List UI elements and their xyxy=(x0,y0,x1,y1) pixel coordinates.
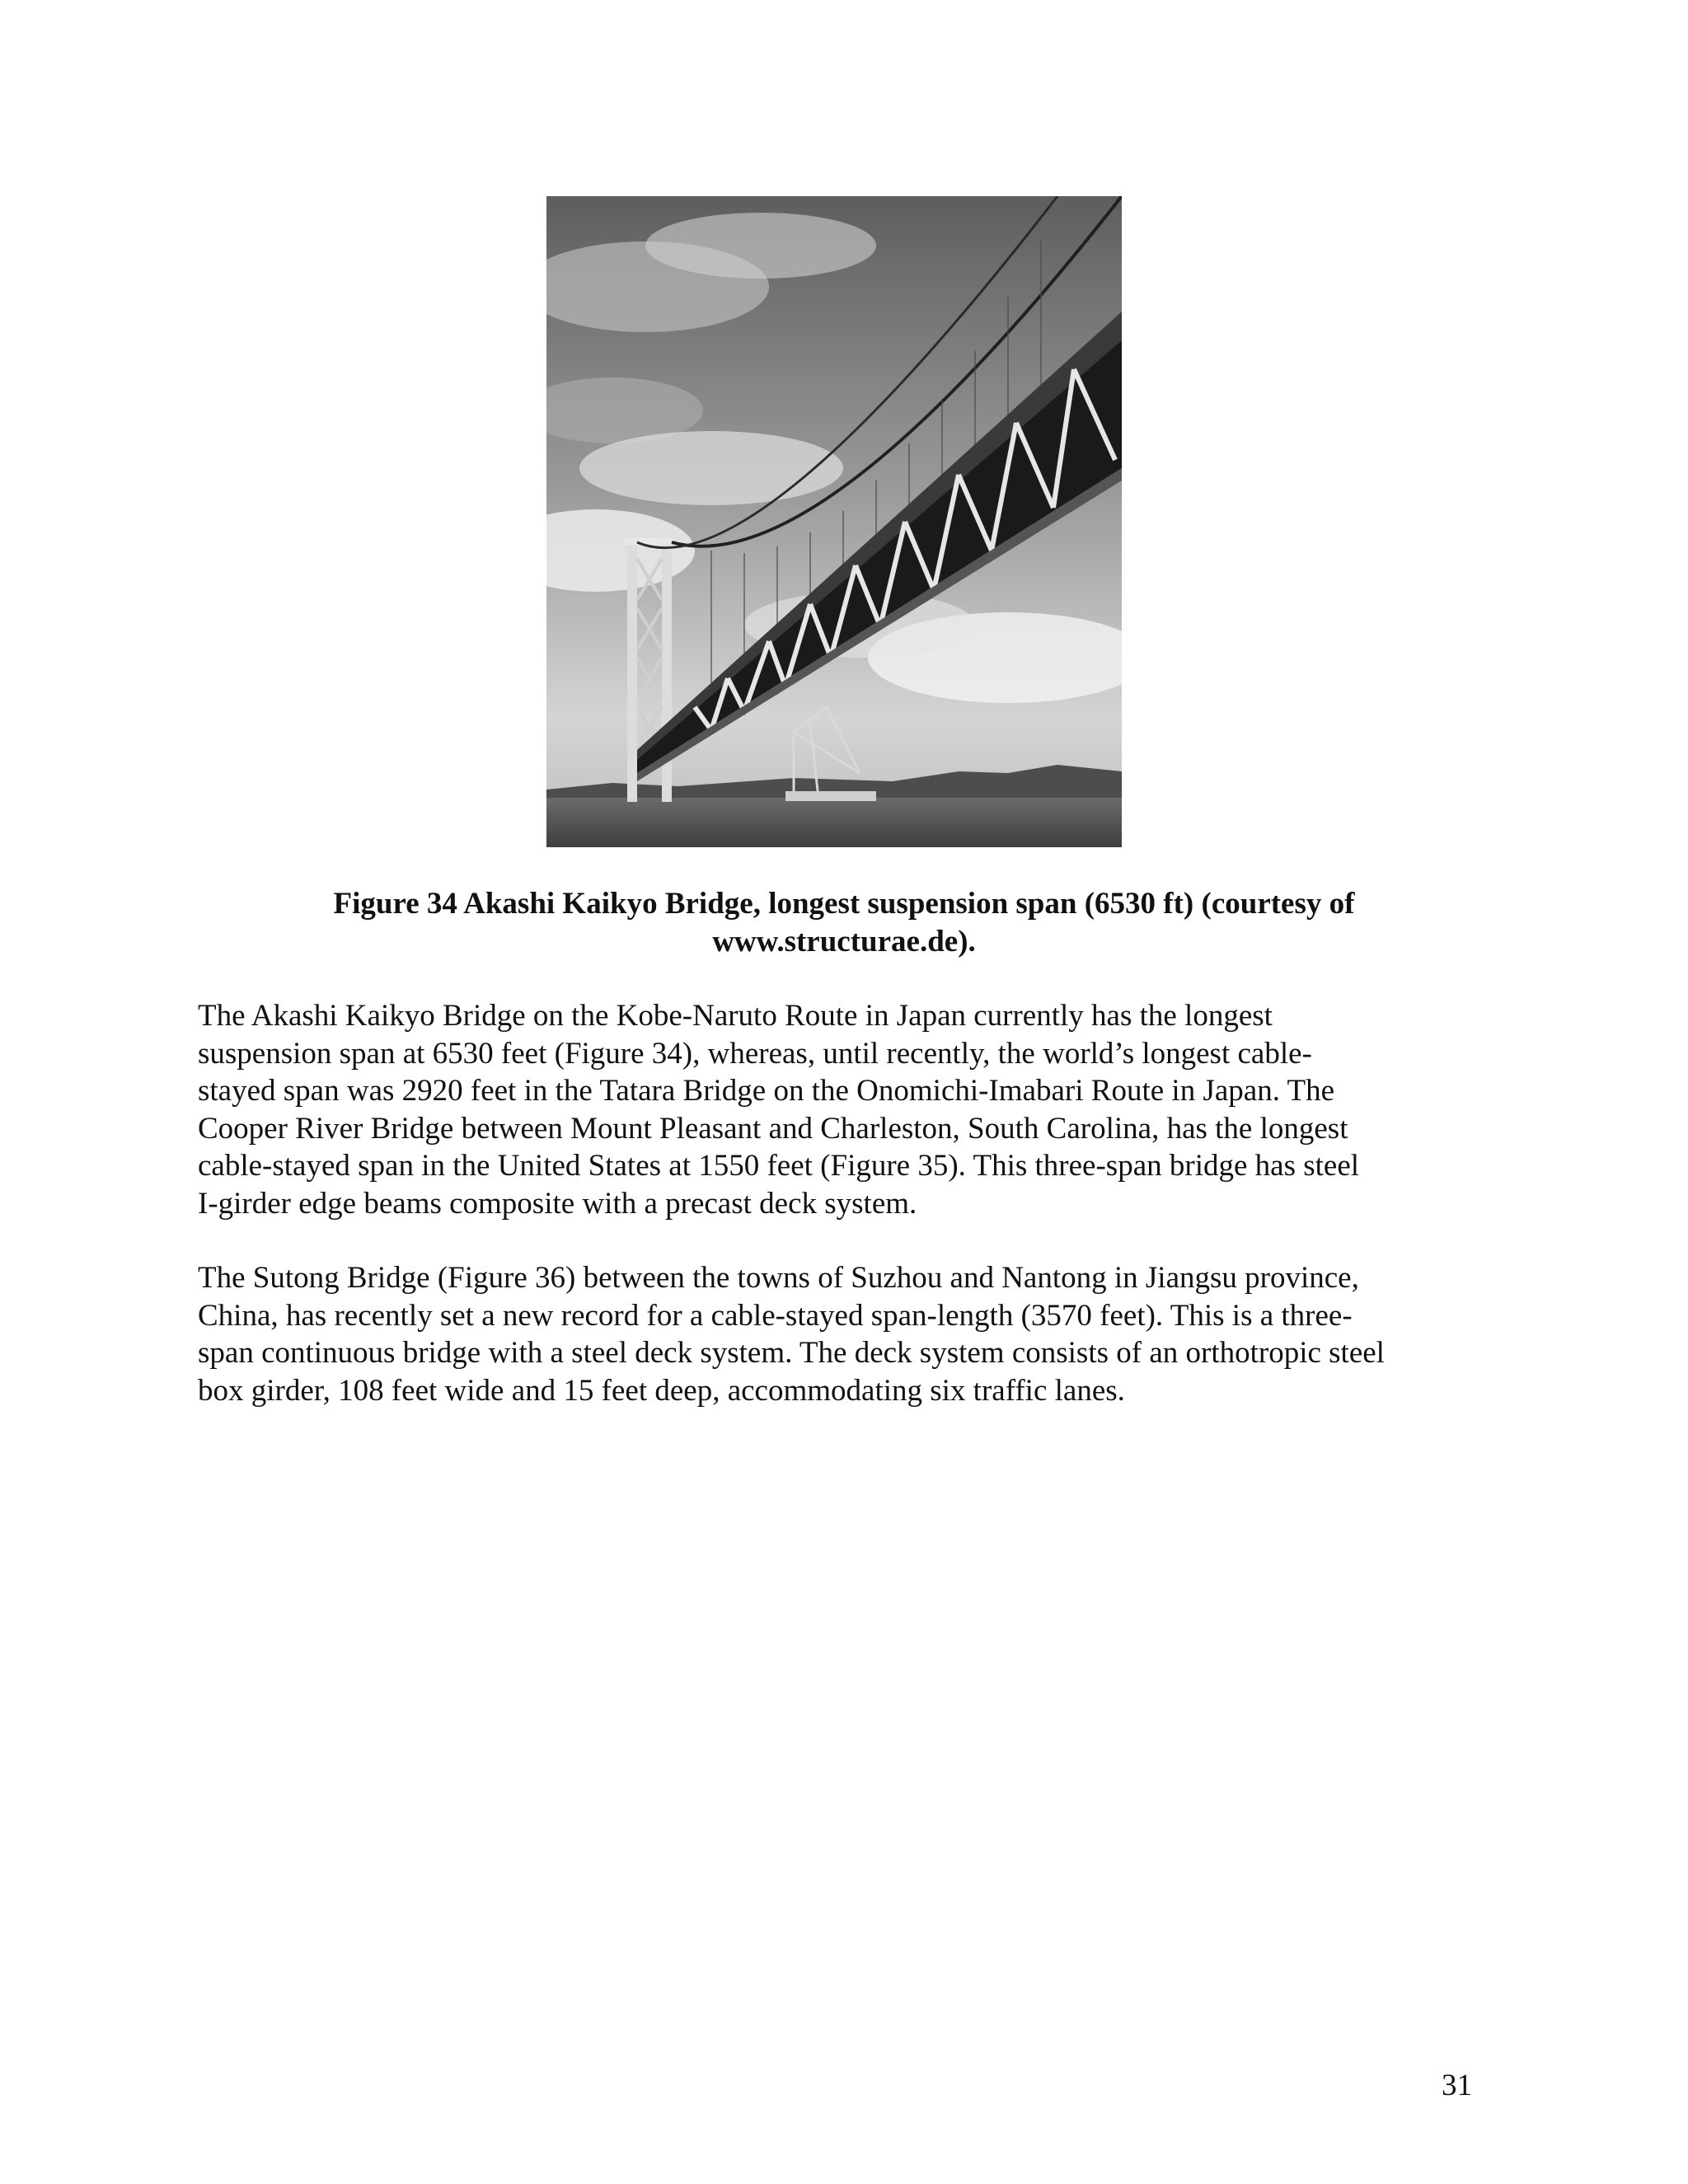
figure-caption-line-1: Figure 34 Akashi Kaikyo Bridge, longest suspension span (6530 ft) (courtesy of xyxy=(333,887,1355,921)
paragraph-line: The Akashi Kaikyo Bridge on the Kobe-Naruto Route in Japan currently has the longest xyxy=(198,999,1273,1033)
paragraph-line: cable-stayed span in the United States at 1550 feet (Figure 35). This three-span bridge has steel xyxy=(198,1149,1360,1183)
page-number: 31 xyxy=(1442,2069,1472,2102)
paragraph-line: The Sutong Bridge (Figure 36) between the towns of Suzhou and Nantong in Jiangsu province, xyxy=(198,1261,1359,1295)
paragraph-line: span continuous bridge with a steel deck system. The deck system consists of an orthotropic steel xyxy=(198,1336,1385,1371)
paragraph-line: suspension span at 6530 feet (Figure 34), whereas, until recently, the world’s longest cable- xyxy=(198,1036,1312,1071)
suspension-bridge-image xyxy=(546,196,1122,847)
paragraph-line: Cooper River Bridge between Mount Pleasant and Charleston, South Carolina, has the longest xyxy=(198,1111,1348,1146)
figure-caption-line-2: www.structurae.de). xyxy=(712,925,976,958)
paragraph-line: box girder, 108 feet wide and 15 feet deep, accommodating six traffic lanes. xyxy=(198,1373,1125,1408)
paragraph-line: China, has recently set a new record for a cable-stayed span-length (3570 feet). This is a three- xyxy=(198,1298,1353,1333)
paragraph-line: I-girder edge beams composite with a precast deck system. xyxy=(198,1186,917,1221)
paragraph-sutong xyxy=(198,1259,1490,1409)
bridge-photo xyxy=(546,196,1122,847)
paragraph-line: stayed span was 2920 feet in the Tatara Bridge on the Onomichi-Imabari Route in Japan. The xyxy=(198,1074,1335,1108)
figure-caption xyxy=(198,885,1490,961)
paragraph-akashi xyxy=(198,997,1490,1223)
